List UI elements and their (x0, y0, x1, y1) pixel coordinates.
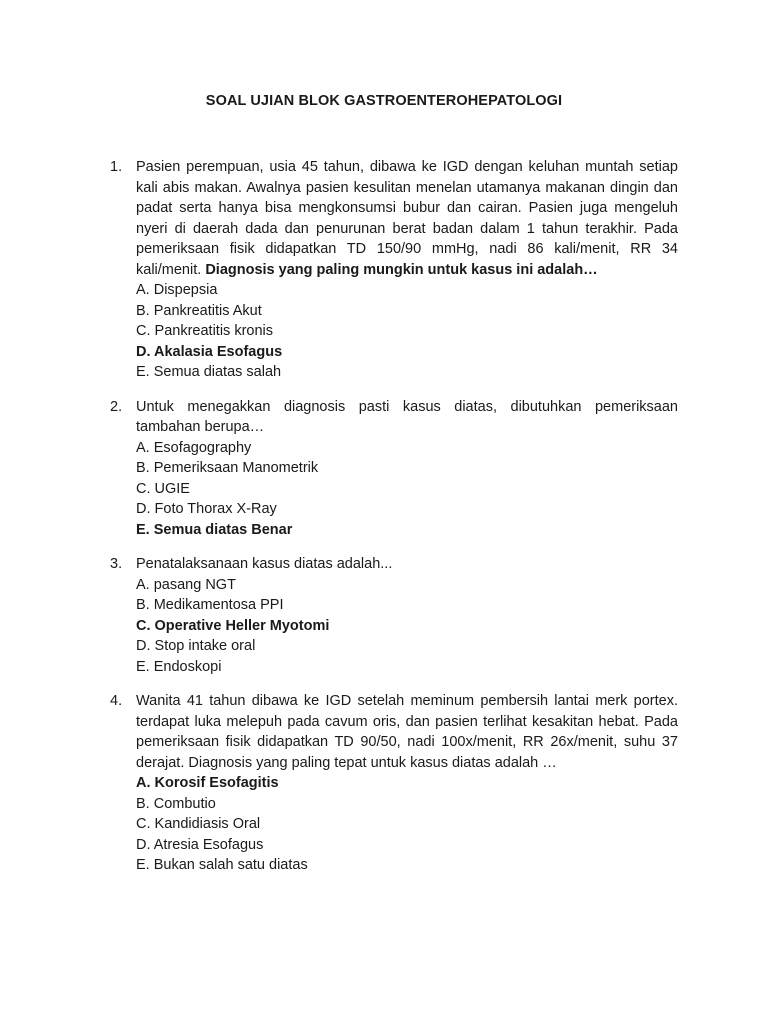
question-stem (136, 691, 678, 773)
answer-option: E. Semua diatas salah (136, 364, 282, 380)
answer-option: A. pasang NGT (136, 576, 236, 593)
answer-option: C. UGIE (136, 480, 190, 497)
answer-options (136, 280, 678, 383)
question-stem (136, 397, 678, 438)
answer-option: E. Semua diatas Benar (136, 521, 293, 538)
answer-option: A. Dispepsia (136, 282, 218, 298)
question-number: 3. (110, 556, 123, 572)
question-stem-text: Pasien perempuan, usia 45 tahun, dibawa ke IGD dengan keluhan muntah setiap kali abis makan. Awalnya pasien kesulitan menelan utamanya makanan dingin dan padat serta hanya bisa mengkonsumsi bubur dan cairan. Pasien juga mengeluh nyeri di daerah dada dan penurunan berat badan dalam 1 tahun terakhir. Pada pemeriksaan fisik didapatkan TD 150/90 mmHg, nadi 86 kali/menit, RR 34 kali/menit. (136, 159, 678, 278)
question-stem (136, 157, 678, 280)
answer-option: D. Stop intake oral (136, 638, 256, 654)
question-stem-emphasis: Diagnosis yang paling mungkin untuk kasus ini adalah… (205, 261, 598, 278)
page-title: SOAL UJIAN BLOK GASTROENTEROHEPATOLOGI (205, 93, 563, 109)
question-stem-text: Wanita 41 tahun dibawa ke IGD setelah meminum pembersih lantai merk portex. terdapat luka melepuh pada cavum oris, dan pasien terlihat kesakitan hebat. Pada pemeriksaan fisik didapatkan TD 90/50, nadi 100x/menit, RR 26x/menit, suhu 37 derajat. Diagnosis yang paling tepat untuk kasus diatas adalah … (136, 693, 678, 771)
answer-option: C. Pankreatitis kronis (136, 323, 273, 339)
answer-option: C. Operative Heller Myotomi (136, 617, 330, 634)
answer-option: B. Medikamentosa PPI (136, 597, 284, 613)
answer-option: A. Korosif Esofagitis (136, 775, 279, 791)
answer-option: C. Kandidiasis Oral (136, 816, 261, 832)
question-stem-text: Penatalaksanaan kasus diatas adalah... (136, 556, 393, 572)
answer-option: B. Combutio (136, 795, 216, 812)
question-number: 1. (110, 159, 123, 175)
answer-option: B. Pemeriksaan Manometrik (136, 460, 319, 476)
answer-option: D. Akalasia Esofagus (136, 343, 283, 360)
answer-option: D. Atresia Esofagus (136, 836, 264, 853)
question-list (110, 157, 678, 890)
question-number: 4. (110, 693, 123, 709)
question-item (110, 554, 678, 677)
answer-options (136, 575, 678, 678)
answer-option: E. Endoskopi (136, 658, 222, 675)
answer-options (136, 773, 678, 876)
question-stem-text: Untuk menegakkan diagnosis pasti kasus diatas, dibutuhkan pemeriksaan tambahan berupa… (136, 398, 678, 435)
answer-options (136, 438, 678, 541)
question-stem (136, 554, 678, 575)
question-item (110, 691, 678, 876)
answer-option: A. Esofagography (136, 439, 252, 456)
answer-option: D. Foto Thorax X-Ray (136, 501, 277, 517)
question-item (110, 397, 678, 541)
answer-option: E. Bukan salah satu diatas (136, 857, 308, 873)
answer-option: B. Pankreatitis Akut (136, 302, 262, 319)
question-item (110, 157, 678, 383)
question-number: 2. (110, 398, 123, 415)
